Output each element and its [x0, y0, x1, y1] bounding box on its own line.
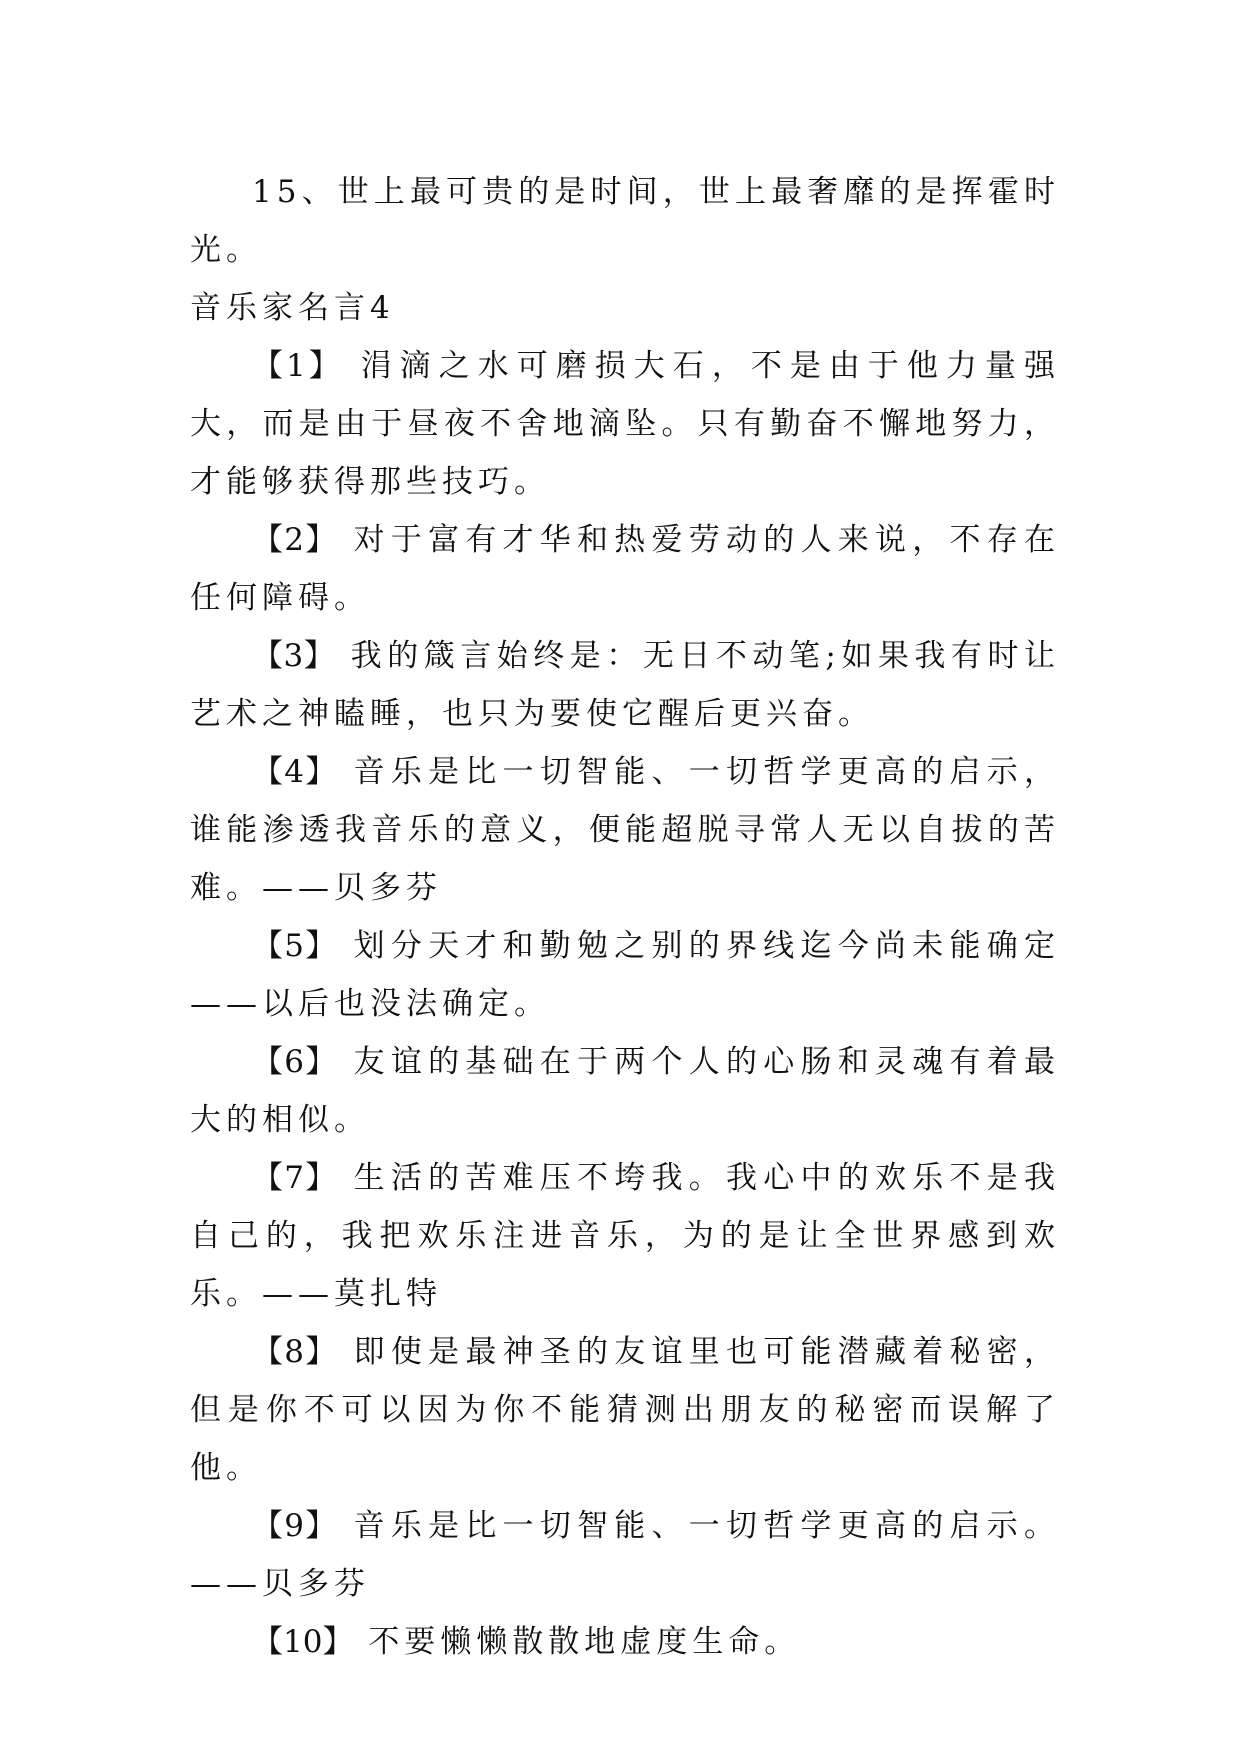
quote-marker: 【8】: [252, 1334, 338, 1370]
intro-line: 15、世上最可贵的是时间，世上最奢靡的是挥霍时光。: [190, 174, 1060, 268]
quote-text: 生活的苦难压不垮我。我心中的欢乐不是我自己的，我把欢乐注进音乐，为的是让全世界感到欢乐。——莫扎特: [190, 1160, 1060, 1312]
quote-item: [190, 1323, 1060, 1497]
quote-item: [190, 511, 1060, 627]
quote-marker: 【10】: [252, 1624, 354, 1660]
quote-text: 划分天才和勤勉之别的界线迄今尚未能确定——以后也没法确定。: [190, 928, 1060, 1022]
quote-item: [190, 1613, 1060, 1671]
quote-item: [190, 917, 1060, 1033]
quote-marker: 【3】: [252, 638, 336, 674]
quote-item: [190, 1033, 1060, 1149]
quote-marker: 【1】: [252, 348, 343, 384]
section-title: 音乐家名言4: [190, 290, 395, 326]
quote-item: [190, 743, 1060, 917]
quote-text: 音乐是比一切智能、一切哲学更高的启示，谁能渗透我音乐的意义，便能超脱寻常人无以自拔的苦难。——贝多芬: [190, 754, 1060, 906]
quote-text: 友谊的基础在于两个人的心肠和灵魂有着最大的相似。: [190, 1044, 1060, 1138]
quote-text: 对于富有才华和热爱劳动的人来说，不存在任何障碍。: [190, 522, 1060, 616]
quote-text: 我的箴言始终是：无日不动笔;如果我有时让艺术之神瞌睡，也只为要使它醒后更兴奋。: [190, 638, 1060, 732]
quote-item: [190, 337, 1060, 511]
quote-marker: 【7】: [252, 1160, 338, 1196]
quote-text: 涓滴之水可磨损大石，不是由于他力量强大，而是由于昼夜不舍地滴坠。只有勤奋不懈地努力，才能够获得那些技巧。: [190, 348, 1060, 500]
quote-marker: 【9】: [252, 1508, 338, 1544]
quote-marker: 【2】: [252, 522, 338, 558]
quote-item: [190, 627, 1060, 743]
quote-item: [190, 1497, 1060, 1613]
quote-marker: 【4】: [252, 754, 338, 790]
quote-marker: 【6】: [252, 1044, 338, 1080]
quote-text: 即使是最神圣的友谊里也可能潜藏着秘密，但是你不可以因为你不能猜测出朋友的秘密而误解了他。: [190, 1334, 1060, 1486]
quote-text: 不要懒懒散散地虚度生命。: [368, 1624, 801, 1660]
quote-marker: 【5】: [252, 928, 338, 964]
document-body: [190, 163, 1060, 1671]
quote-item: [190, 1149, 1060, 1323]
quote-text: 音乐是比一切智能、一切哲学更高的启示。——贝多芬: [190, 1508, 1060, 1602]
